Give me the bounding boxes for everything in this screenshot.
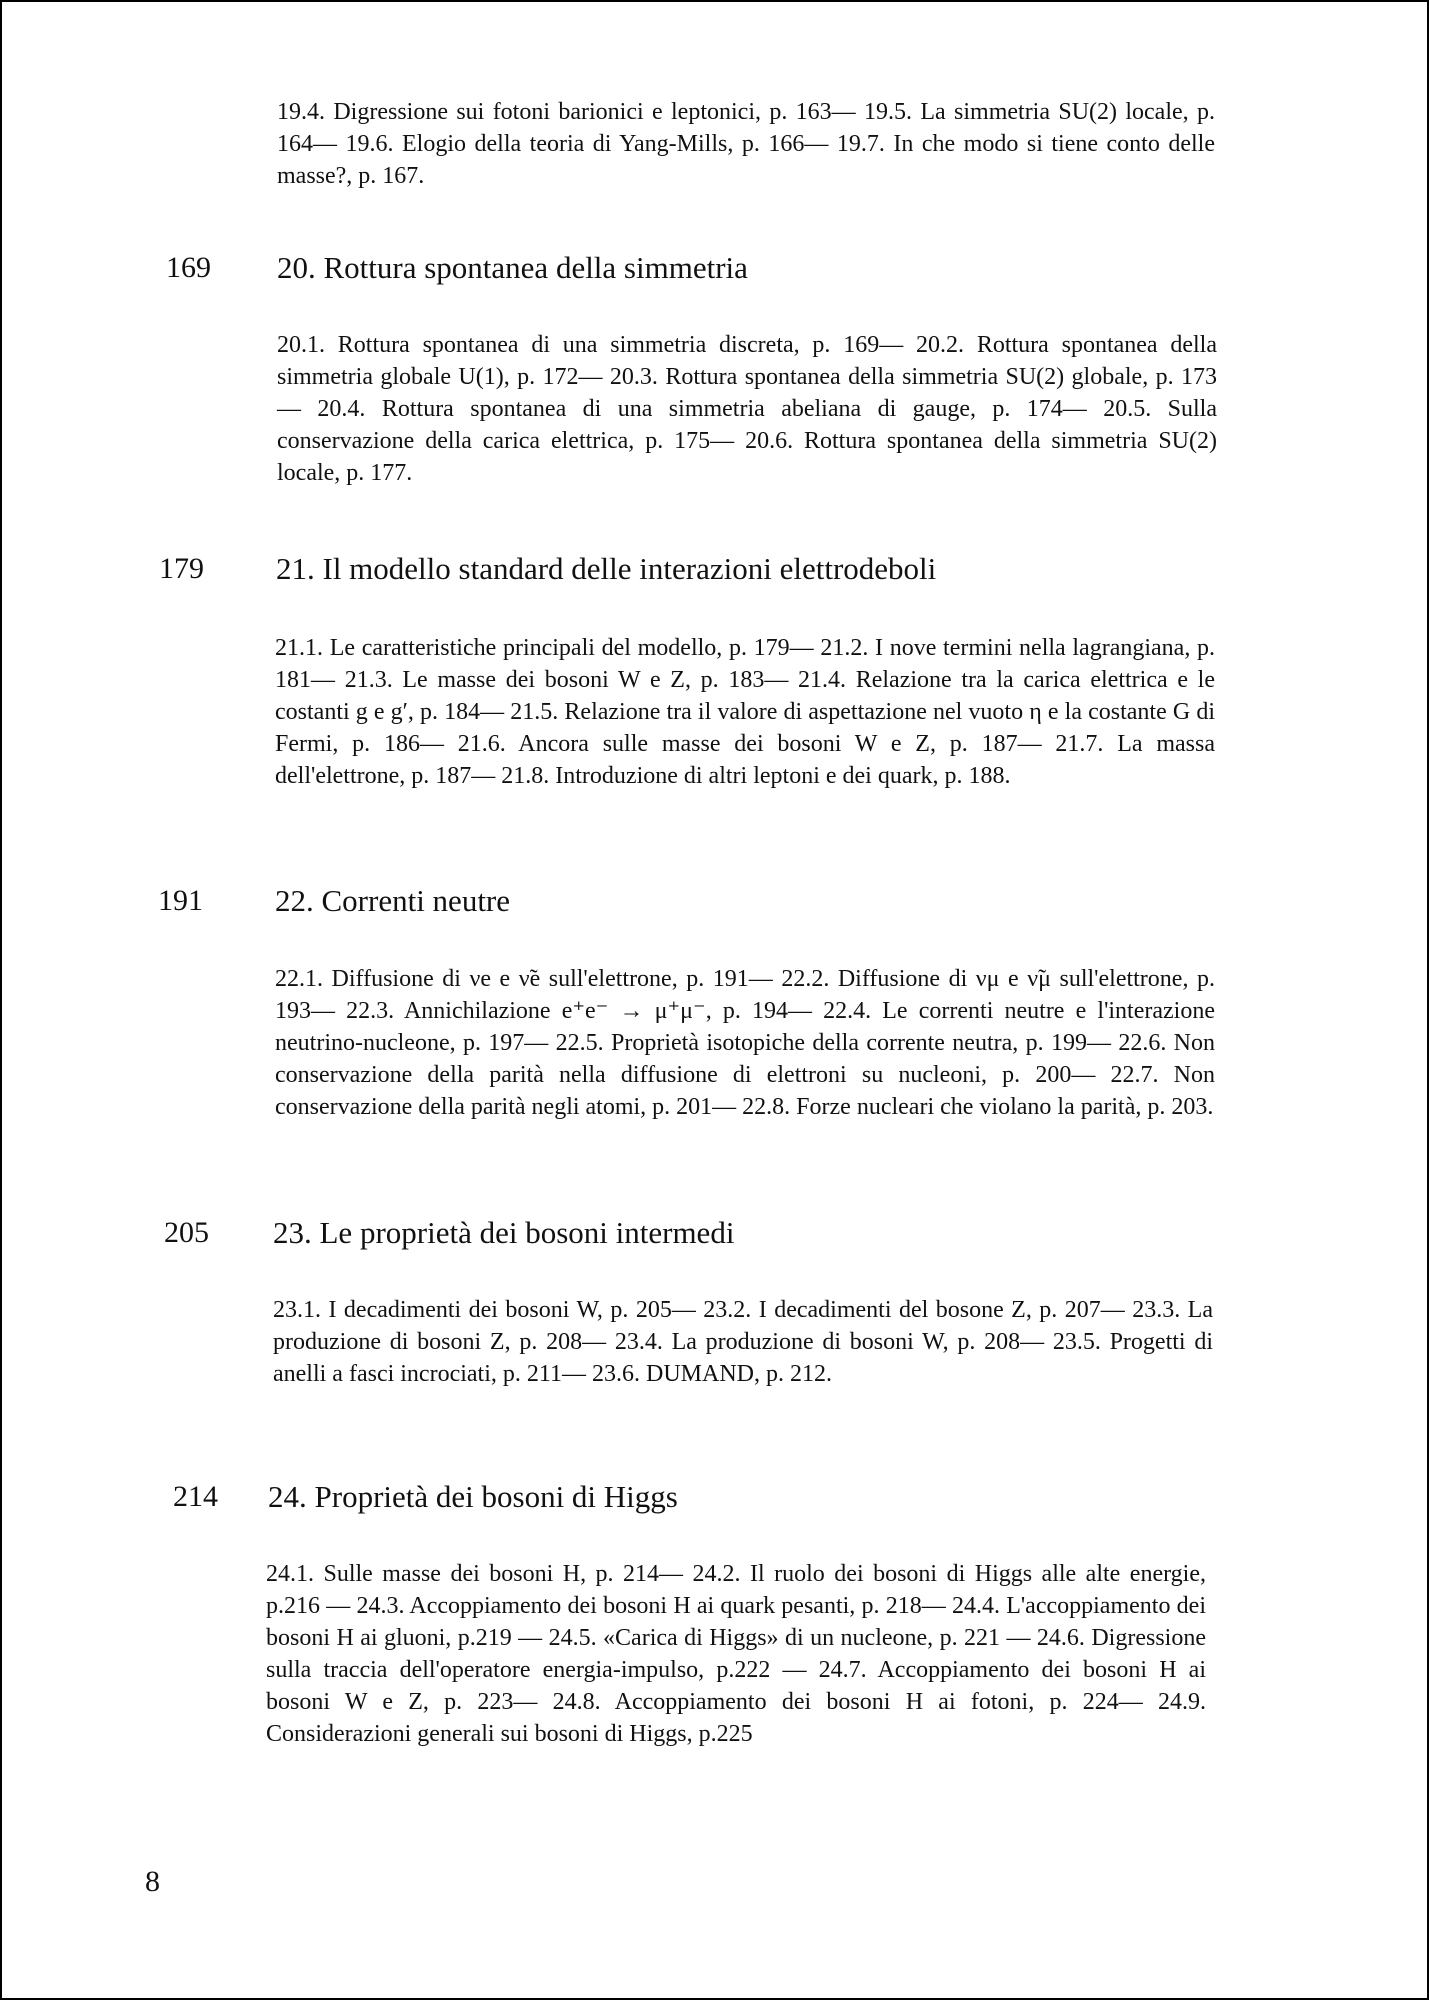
chapter-22-heading <box>2 880 1429 922</box>
chapter-title: 20. Rottura spontanea della simmetria <box>277 250 748 285</box>
chapter-title: 22. Correnti neutre <box>275 883 511 918</box>
chapter-title: 21. Il modello standard delle interazioni elettrodeboli <box>276 551 937 586</box>
chapter-24-sections: 24.1. Sulle masse dei bosoni H, p. 214— 24.2. Il ruolo dei bosoni di Higgs alle alte energie, p.216 — 24.3. Accoppiamento dei bosoni H ai quark pesanti, p. 218— 24.4. L'accoppiamento dei bosoni H ai gluoni, p.219 — 24.5. «Carica di Higgs» di un nucleone, p. 221 — 24.6. Digressione sulla traccia dell'operatore energia-impulso, p.222 — 24.7. Accoppiamento dei bosoni H ai bosoni W e Z, p. 223— 24.8. Accoppiamento dei bosoni H ai fotoni, p. 224— 24.9. Considerazioni generali sui bosoni di Higgs, p.225 <box>266 1561 1206 1747</box>
chapter-page-number: 214 <box>173 1480 218 1513</box>
chapter-title: 24. Proprietà dei bosoni di Higgs <box>268 1479 678 1514</box>
chapter-21-heading <box>2 548 1429 590</box>
chapter-23-sections: 23.1. I decadimenti dei bosoni W, p. 205— 23.2. I decadimenti del bosone Z, p. 207— 23.3. La produzione di bosoni Z, p. 208— 23.4. La produzione di bosoni W, p. 208— 23.5. Progetti di anelli a fasci incrociati, p. 211— 23.6. DUMAND, p. 212. <box>273 1297 1213 1387</box>
chapter-23-heading <box>2 1212 1429 1254</box>
chapter-21-sections: 21.1. Le caratteristiche principali del modello, p. 179— 21.2. I nove termini nella lagrangiana, p. 181— 21.3. Le masse dei bosoni W e Z, p. 183— 21.4. Relazione tra la carica elettrica e le costanti g e g′, p. 184— 21.5. Relazione tra il valore di aspettazione nel vuoto η e la costante G di Fermi, p. 186— 21.6. Ancora sulle masse dei bosoni W e Z, p. 187— 21.7. La massa dell'elettrone, p. 187— 21.8. Introduzione di altri leptoni e dei quark, p. 188. <box>275 635 1215 789</box>
chapter-page-number: 179 <box>159 552 204 585</box>
chapter-title: 23. Le proprietà dei bosoni intermedi <box>273 1215 735 1250</box>
chapter-24-heading <box>2 1476 1429 1518</box>
chapter-20-heading <box>2 247 1429 289</box>
chapter-page-number: 205 <box>164 1216 209 1249</box>
page-number: 8 <box>145 1865 160 1898</box>
chapter-20-sections: 20.1. Rottura spontanea di una simmetria discreta, p. 169— 20.2. Rottura spontanea della simmetria globale U(1), p. 172— 20.3. Rottura spontanea della simmetria SU(2) globale, p. 173— 20.4. Rottura spontanea di una simmetria abeliana di gauge, p. 174— 20.5. Sulla conservazione della carica elettrica, p. 175— 20.6. Rottura spontanea della simmetria SU(2) locale, p. 177. <box>277 332 1217 486</box>
chapter-page-number: 169 <box>166 251 211 284</box>
chapter-22-sections: 22.1. Diffusione di νe e ν̃e sull'elettrone, p. 191— 22.2. Diffusione di νμ e ν̃μ sull'elettrone, p. 193— 22.3. Annichilazione e⁺e⁻ → μ⁺μ⁻, p. 194— 22.4. Le correnti neutre e l'interazione neutrino-nucleone, p. 197— 22.5. Proprietà isotopiche della corrente neutra, p. 199— 22.6. Non conservazione della parità nella diffusione di elettroni su nucleoni, p. 200— 22.7. Non conservazione della parità negli atomi, p. 201— 22.8. Forze nucleari che violano la parità, p. 203. <box>275 966 1215 1120</box>
intro-paragraph: 19.4. Digressione sui fotoni barionici e leptonici, p. 163— 19.5. La simmetria SU(2) locale, p. 164— 19.6. Elogio della teoria di Yang-Mills, p. 166— 19.7. In che modo si tiene conto delle masse?, p. 167. <box>277 99 1215 189</box>
chapter-page-number: 191 <box>158 884 203 917</box>
